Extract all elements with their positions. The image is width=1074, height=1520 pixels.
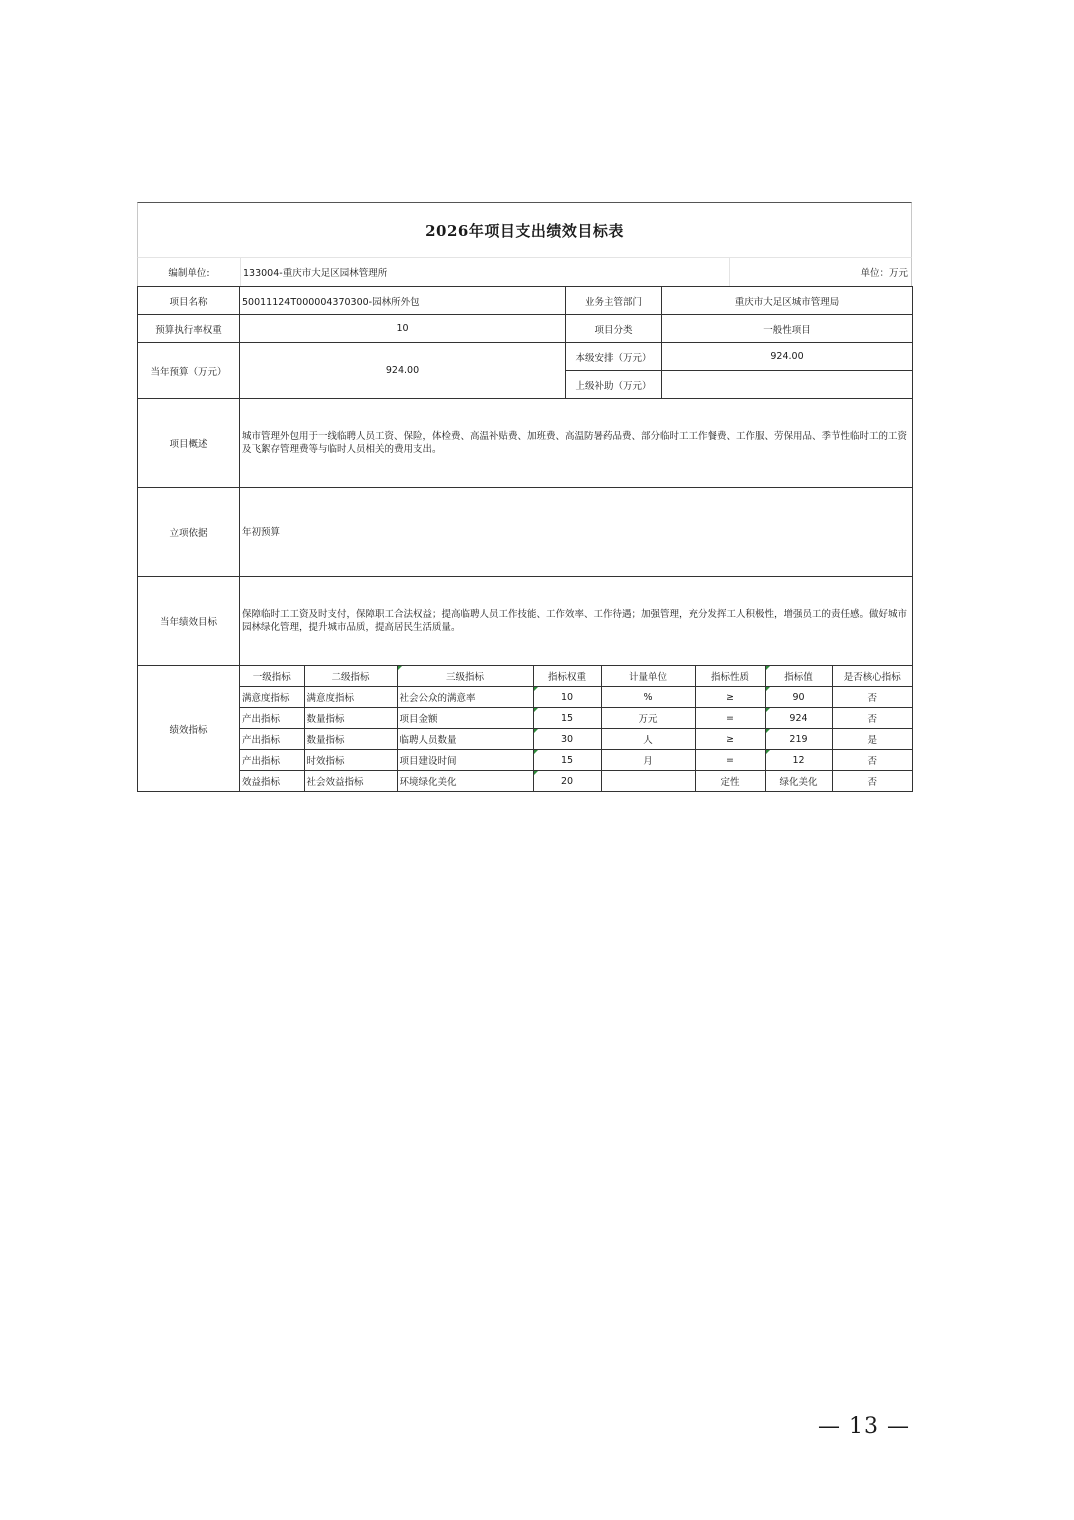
project-name-value: 50011124T000004370300-园林所外包 [240, 287, 566, 315]
overview-text: 城市管理外包用于一线临聘人员工资、保险，体检费、高温补贴费、加班费、高温防暑药品费、部分临时工工作餐费、工作服、劳保用品、季节性临时工的工资及飞絮存管理费等与临时人员相关的费用支出。 [240, 399, 913, 488]
basis-label: 立项依据 [138, 488, 240, 577]
cell-unit [601, 771, 695, 792]
indicator-row [240, 750, 912, 771]
dept-label: 业务主管部门 [566, 287, 662, 315]
cell-weight: 30 [533, 729, 601, 750]
category-label: 项目分类 [566, 315, 662, 343]
page-number: — 13 — [818, 1414, 910, 1439]
cell-value: 924 [765, 708, 832, 729]
sheet-title: 2026年项目支出绩效目标表 [137, 202, 912, 257]
weight-row [138, 315, 913, 343]
cell-unit: 万元 [601, 708, 695, 729]
cell-level1: 产出指标 [240, 708, 304, 729]
main-table [137, 286, 913, 792]
cell-level1: 产出指标 [240, 750, 304, 771]
indicator-row [240, 687, 912, 708]
upper-value [662, 371, 913, 399]
indicators-cell [240, 666, 913, 792]
cell-unit: 月 [601, 750, 695, 771]
cell-nature: = [695, 708, 765, 729]
indicator-header-row [240, 666, 912, 687]
budget-value: 924.00 [240, 343, 566, 399]
budget-label: 当年预算（万元） [138, 343, 240, 399]
cell-level3: 项目建设时间 [397, 750, 533, 771]
local-label: 本级安排（万元） [566, 343, 662, 371]
cell-nature: 定性 [695, 771, 765, 792]
local-value: 924.00 [662, 343, 913, 371]
indicators-row [138, 666, 913, 792]
cell-weight: 20 [533, 771, 601, 792]
cell-core: 否 [832, 771, 912, 792]
cell-value: 绿化美化 [765, 771, 832, 792]
goal-label: 当年绩效目标 [138, 577, 240, 666]
header-core: 是否核心指标 [832, 666, 912, 687]
cell-level3: 环境绿化美化 [397, 771, 533, 792]
cell-weight: 10 [533, 687, 601, 708]
indicators-label: 绩效指标 [138, 666, 240, 792]
header-nature: 指标性质 [695, 666, 765, 687]
cell-level3: 社会公众的满意率 [397, 687, 533, 708]
indicator-row [240, 729, 912, 750]
dept-value: 重庆市大足区城市管理局 [662, 287, 913, 315]
indicator-row [240, 771, 912, 792]
upper-label: 上级补助（万元） [566, 371, 662, 399]
performance-target-sheet [137, 202, 912, 792]
header-weight: 指标权重 [533, 666, 601, 687]
header-level2: 二级指标 [304, 666, 397, 687]
cell-level3: 项目金额 [397, 708, 533, 729]
cell-level2: 满意度指标 [304, 687, 397, 708]
header-level3: 三级指标 [397, 666, 533, 687]
cell-value: 90 [765, 687, 832, 708]
goal-text: 保障临时工工资及时支付，保障职工合法权益；提高临聘人员工作技能、工作效率、工作待遇；加强管理，充分发挥工人积极性，增强员工的责任感。做好城市园林绿化管理，提升城市品质，提高居民生活质量。 [240, 577, 913, 666]
cell-level1: 满意度指标 [240, 687, 304, 708]
basis-row [138, 488, 913, 577]
budget-row [138, 343, 913, 371]
indicator-row [240, 708, 912, 729]
cell-nature: ≥ [695, 687, 765, 708]
cell-level2: 社会效益指标 [304, 771, 397, 792]
cell-core: 是 [832, 729, 912, 750]
unit-label: 单位：万元 [729, 258, 911, 286]
indicators-table [240, 666, 912, 791]
project-name-label: 项目名称 [138, 287, 240, 315]
cell-core: 否 [832, 687, 912, 708]
cell-level2: 数量指标 [304, 729, 397, 750]
cell-level2: 时效指标 [304, 750, 397, 771]
cell-core: 否 [832, 708, 912, 729]
weight-value: 10 [240, 315, 566, 343]
cell-weight: 15 [533, 708, 601, 729]
org-value: 133004-重庆市大足区园林管理所 [240, 258, 729, 286]
cell-level3: 临聘人员数量 [397, 729, 533, 750]
cell-nature: = [695, 750, 765, 771]
unit-row [137, 257, 912, 286]
cell-level2: 数量指标 [304, 708, 397, 729]
cell-core: 否 [832, 750, 912, 771]
cell-level1: 产出指标 [240, 729, 304, 750]
cell-level1: 效益指标 [240, 771, 304, 792]
weight-label: 预算执行率权重 [138, 315, 240, 343]
cell-nature: ≥ [695, 729, 765, 750]
goal-row [138, 577, 913, 666]
overview-row [138, 399, 913, 488]
header-unit: 计量单位 [601, 666, 695, 687]
org-label: 编制单位: [168, 268, 210, 279]
cell-unit: % [601, 687, 695, 708]
overview-label: 项目概述 [138, 399, 240, 488]
category-value: 一般性项目 [662, 315, 913, 343]
project-name-row [138, 287, 913, 315]
cell-value: 12 [765, 750, 832, 771]
cell-unit: 人 [601, 729, 695, 750]
header-level1: 一级指标 [240, 666, 304, 687]
header-value: 指标值 [765, 666, 832, 687]
basis-text: 年初预算 [240, 488, 913, 577]
cell-weight: 15 [533, 750, 601, 771]
cell-value: 219 [765, 729, 832, 750]
